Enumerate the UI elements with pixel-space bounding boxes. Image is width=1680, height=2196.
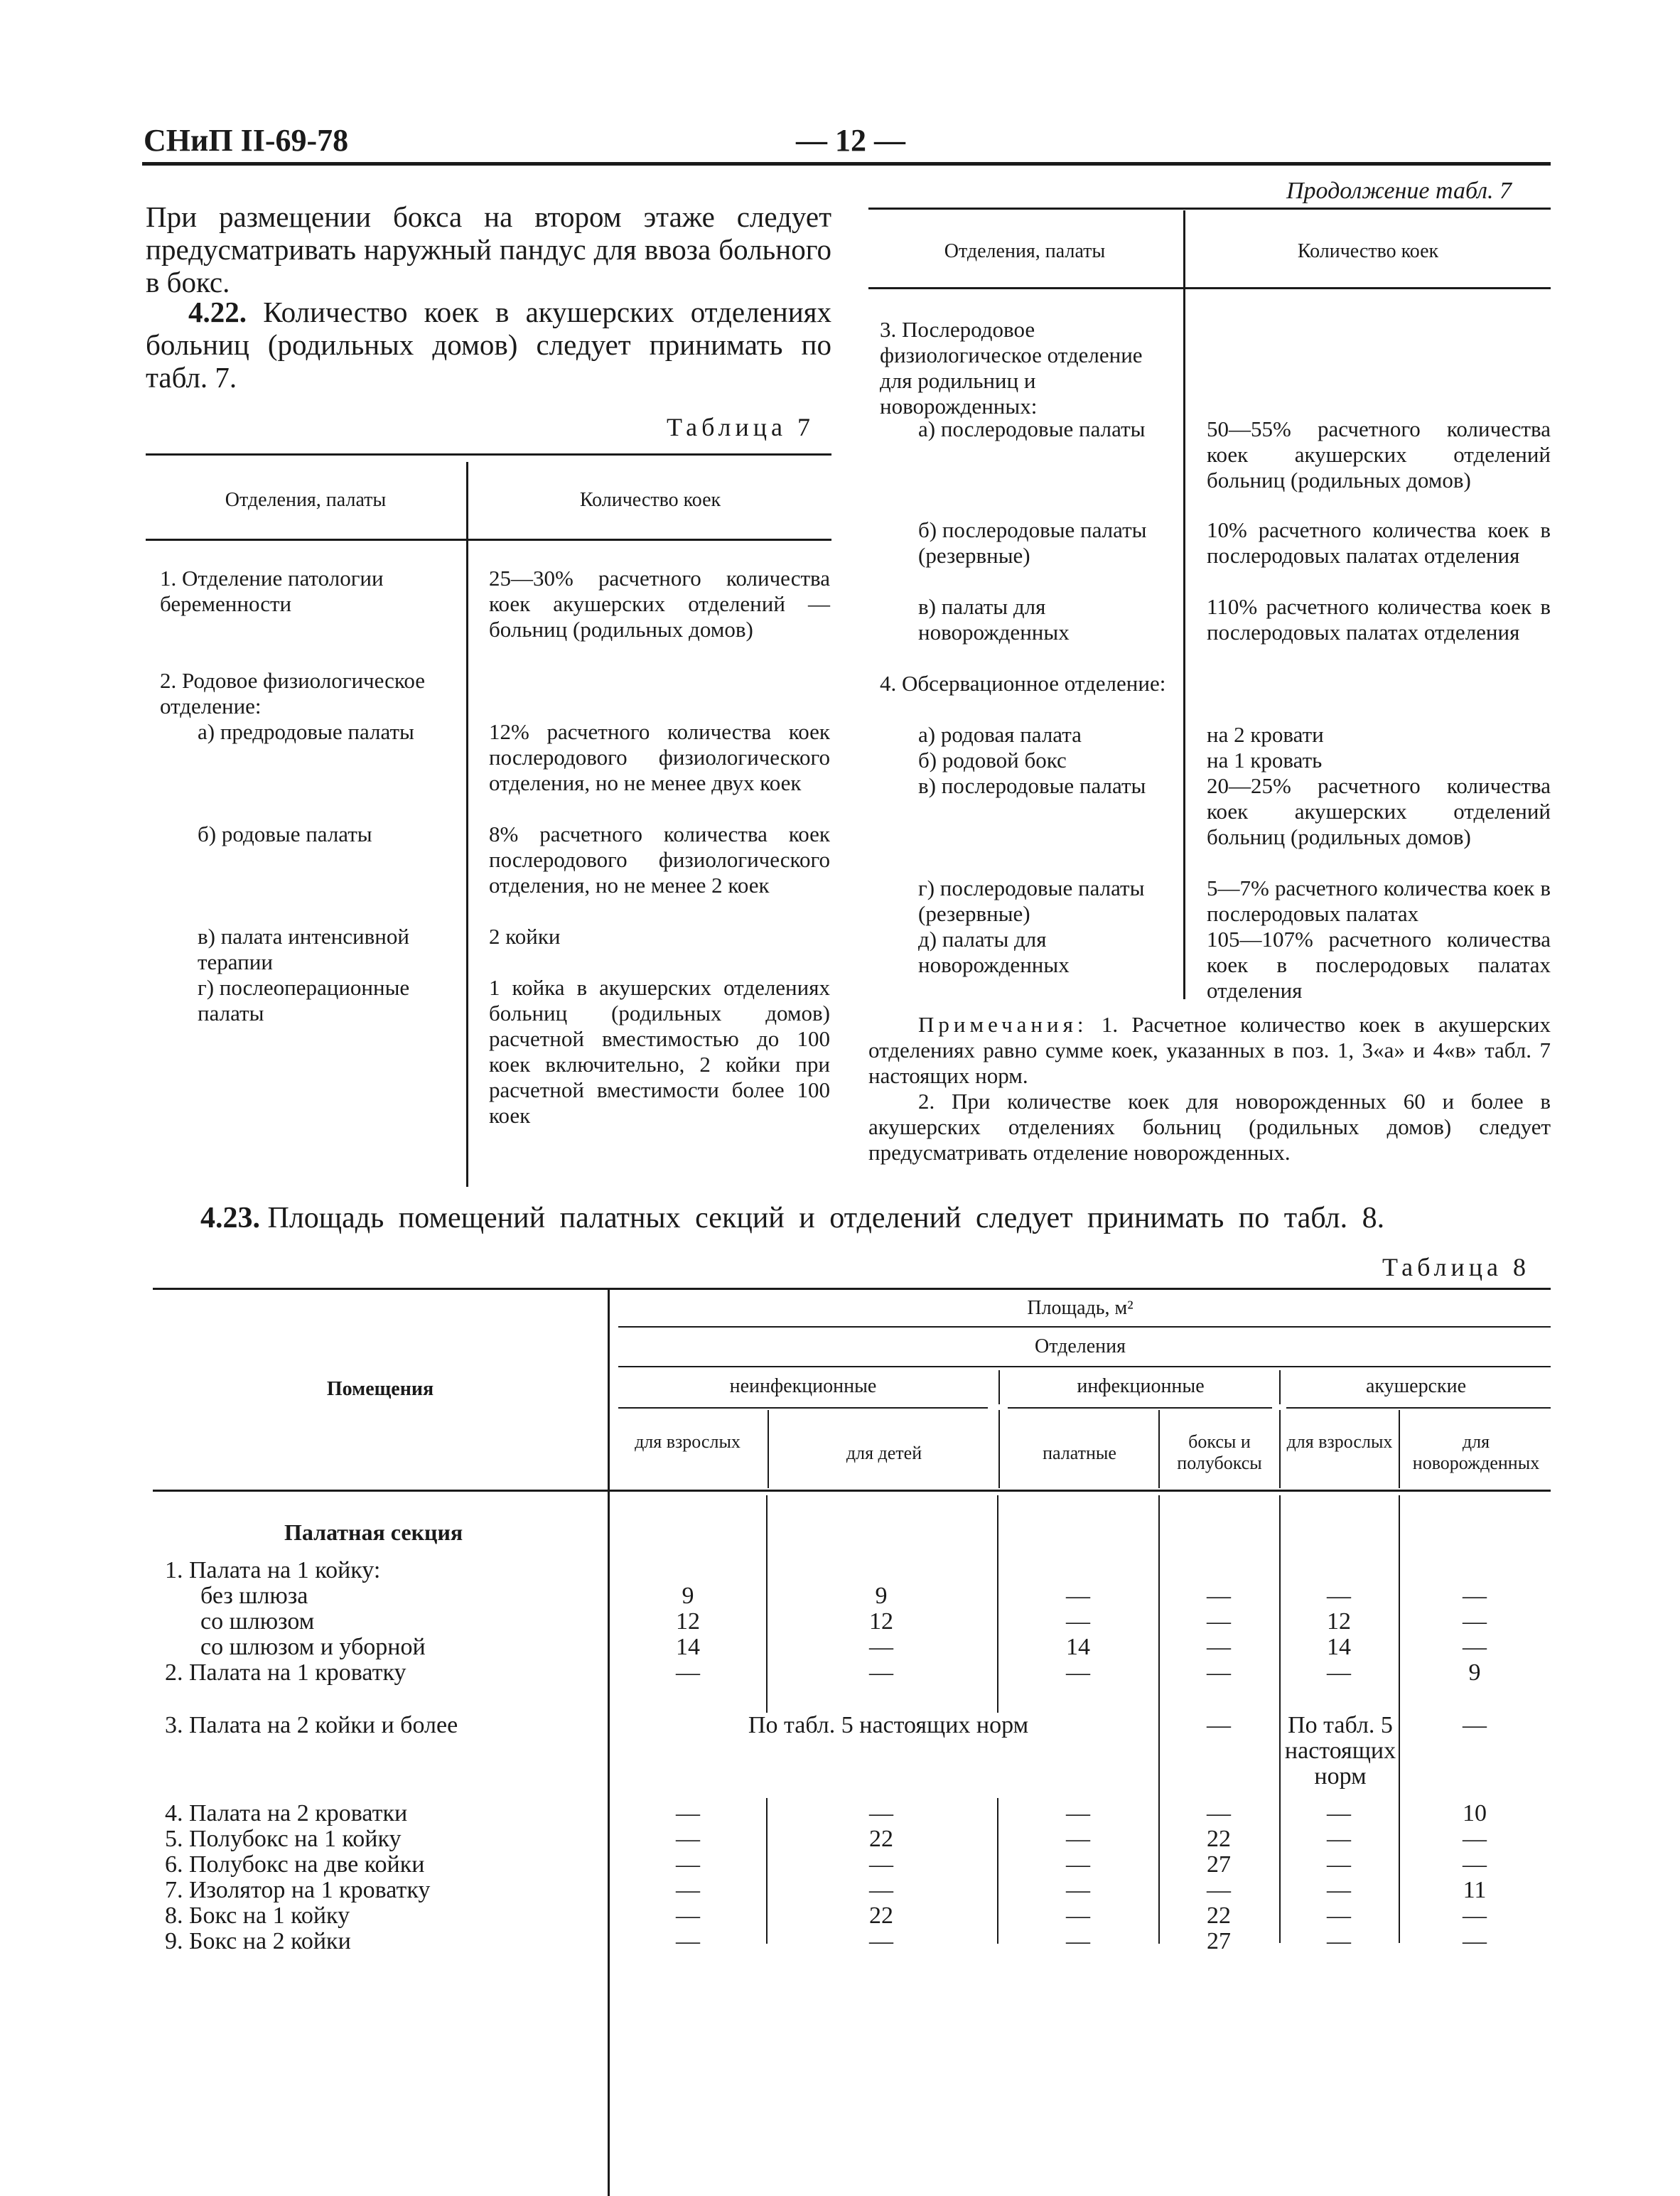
table8-cell: — (1207, 1608, 1231, 1635)
table8-cell: — (1327, 1826, 1351, 1852)
table8-cell: — (676, 1659, 700, 1686)
table8-row-name: со шлюзом (200, 1608, 315, 1635)
table7-top-rule (146, 453, 831, 456)
intro-paragraph-1: При размещении бокса на втором этаже следует предусматривать наружный пандус для ввоза больного в бокс. (146, 200, 831, 298)
table8-header-adult: для взрослых (635, 1431, 741, 1452)
table8-cell: — (869, 1851, 893, 1878)
section-4-23 (200, 1201, 1384, 1235)
table8-cell: 14 (1066, 1634, 1090, 1660)
table8-cell: — (1066, 1851, 1090, 1878)
table7-row-value: 50—55% расчетного количества коек акушерских отделений больниц (родильных домов) (1207, 416, 1551, 493)
table8-rule (1158, 1495, 1160, 1713)
table8-cell: — (1327, 1902, 1351, 1929)
table8-rule (1399, 1410, 1400, 1488)
table8-cell: — (1463, 1928, 1487, 1954)
table8-cell: 14 (676, 1634, 700, 1660)
table8-cell: 22 (1207, 1826, 1231, 1852)
table8-rule (1279, 1836, 1281, 1943)
table8-cell: — (1066, 1800, 1090, 1826)
table7c-col2-header: Количество коек (1297, 240, 1439, 262)
table8-rule (1158, 1410, 1160, 1488)
table8-header-obst: акушерские (1365, 1375, 1467, 1397)
table7-row-value: 8% расчетного количества коек послеродового физиологического отделения, но не менее 2 коек (489, 822, 830, 898)
table8-cell: — (676, 1902, 700, 1929)
table7-row-value: 105—107% расчетного количества коек в послеродовых палатах отделения (1207, 927, 1551, 1003)
table7-note-2: 2. При количестве коек для новорожденных 60 и более в акушерских отделениях больниц (родильных домов) следует предусматривать отделение новорожденных. (868, 1089, 1551, 1165)
table8-cell: — (676, 1826, 700, 1852)
table8-cell: 9 (875, 1583, 888, 1609)
table8-rule (618, 1366, 1551, 1367)
table8-cell: — (869, 1800, 893, 1826)
table8-rule (1286, 1407, 1551, 1409)
table7-row-value: 10% расчетного количества коек в послеродовых палатах отделения (1207, 517, 1551, 568)
table8-header-ward: палатные (1043, 1443, 1116, 1463)
table8-cell: — (1066, 1583, 1090, 1609)
table7c-divider (1183, 210, 1185, 999)
table7-row-name: г) послеродовые палаты (резервные) (918, 876, 1145, 926)
table8-top-rule (153, 1288, 1551, 1290)
table8-cell: — (869, 1928, 893, 1954)
table8-cell: — (869, 1634, 893, 1660)
table8-header-newborn: для новорожденных (1412, 1431, 1540, 1473)
table8-rule (768, 1410, 769, 1488)
table8-cell: — (1327, 1583, 1351, 1609)
table7-note-1 (868, 1012, 1551, 1089)
table8-header-dept: Отделения (1034, 1335, 1126, 1357)
table7-row-name: в) палаты для новорожденных (918, 594, 1070, 645)
table7-caption: Таблица 7 (667, 413, 814, 441)
table8-rule (998, 1370, 1000, 1404)
table7-row-name: 1. Отделение патологии беременности (160, 566, 384, 616)
table8-cell: — (676, 1877, 700, 1903)
table8-cell: 22 (869, 1826, 893, 1852)
table8-cell: — (1066, 1902, 1090, 1929)
table8-rule (618, 1407, 988, 1409)
table8-row-name: 2. Палата на 1 кроватку (165, 1659, 406, 1686)
table8-row-name: 3. Палата на 2 койки и более (165, 1712, 458, 1738)
table7c-top-rule (868, 208, 1551, 210)
table7-row-name: в) послеродовые палаты (918, 773, 1146, 798)
table8-cell: — (1327, 1851, 1351, 1878)
table8-rule (1158, 1713, 1160, 1944)
table8-rule (997, 1495, 998, 1713)
table7-row-name: 4. Обсервационное отделение: (880, 671, 1166, 696)
table8-span-cell: По табл. 5 настоящих норм (618, 1713, 1158, 1738)
table8-cell: — (1463, 1608, 1487, 1635)
table7-row-name: б) родовые палаты (198, 822, 372, 846)
table8-cell: — (1463, 1712, 1487, 1738)
table8-row-name: без шлюза (200, 1583, 308, 1609)
table7-row-name: а) послеродовые палаты (918, 416, 1146, 441)
table7-row-value: 12% расчетного количества коек послеродового физиологического отделения, но не менее двух коек (489, 719, 830, 795)
table8-span-cell: По табл. 5 настоящих норм (1284, 1712, 1396, 1789)
table8-cell: — (1207, 1583, 1231, 1609)
table8-cell: — (1066, 1608, 1090, 1635)
table8-rule (1279, 1495, 1281, 1836)
section-number: 4.22. (188, 296, 247, 328)
table8-cell: 27 (1207, 1851, 1231, 1878)
page-number: — 12 — (796, 123, 905, 158)
header-rule (142, 162, 1551, 166)
table7-row-value: 110% расчетного количества коек в послеродовых палатах отделения (1207, 594, 1551, 645)
table7-row-name: б) родовой бокс (918, 748, 1067, 773)
table7-continuation: Продолжение табл. 7 (1286, 178, 1512, 204)
table8-header-adult2: для взрослых (1286, 1431, 1393, 1452)
table8-cell: — (1463, 1851, 1487, 1878)
table8-rule (997, 1798, 998, 1944)
table8-row-name: со шлюзом и уборной (200, 1634, 426, 1660)
table8-cell: — (1327, 1659, 1351, 1686)
table8-rule (608, 1290, 610, 2196)
table7c-col1-header: Отделения, палаты (944, 240, 1106, 262)
table8-cell: — (1463, 1826, 1487, 1852)
table8-cell: 22 (869, 1902, 893, 1929)
table8-cell: — (1327, 1928, 1351, 1954)
table8-row-name: 4. Палата на 2 кроватки (165, 1800, 408, 1826)
note-1-text: 1. Расчетное количество коек в акушерских отделениях равно сумме коек, указанных в поз. 1, 3«а» и 4«в» табл. 7 настоящих норм. (868, 1012, 1551, 1088)
table8-cell: — (1463, 1902, 1487, 1929)
table7-row-name: 2. Родовое физиологическое отделение: (160, 668, 426, 718)
table8-row-name: 1. Палата на 1 койку: (165, 1557, 381, 1583)
table7-row-value: 1 койка в акушерских отделениях больниц (родильных домов) расчетной вместимостью до 100 коек включительно, 2 койки при расчетной вместимости более 100 коек (489, 975, 830, 1128)
table7-row-value: 5—7% расчетного количества коек в послеродовых палатах (1207, 876, 1551, 926)
table7-row-name: 3. Послеродовое физиологическое отделение для родильниц и новорожденных: (880, 317, 1143, 419)
table8-caption: Таблица 8 (1382, 1253, 1530, 1281)
table8-cell: — (869, 1877, 893, 1903)
table8-cell: 9 (682, 1583, 694, 1609)
table8-header-noninf: неинфекционные (729, 1375, 877, 1397)
table7-divider (466, 462, 468, 1187)
table7-col2-header: Количество коек (579, 489, 721, 511)
table8-cell: 10 (1463, 1800, 1487, 1826)
notes-label: Примечания: (918, 1012, 1088, 1037)
table7-row-name: в) палата интенсивной терапии (198, 924, 409, 974)
table8-cell: — (1066, 1877, 1090, 1903)
table8-cell: — (1066, 1826, 1090, 1852)
table8-cell: — (1207, 1634, 1231, 1660)
section-number: 4.23. (200, 1202, 260, 1234)
table8-header-child: для детей (846, 1443, 922, 1463)
section-text: Площадь помещений палатных секций и отделений следует принимать по табл. 8. (267, 1202, 1385, 1234)
table8-section-title: Палатная секция (284, 1519, 463, 1545)
table8-row-name: 6. Полубокс на две койки (165, 1851, 425, 1878)
table8-row-name: 9. Бокс на 2 койки (165, 1928, 351, 1954)
table8-cell: — (1463, 1634, 1487, 1660)
table8-rule (766, 1798, 768, 1944)
table8-cell: — (1066, 1659, 1090, 1686)
table8-cell: 9 (1468, 1659, 1481, 1686)
table8-rule (1279, 1410, 1281, 1488)
table8-rule (766, 1495, 768, 1713)
table8-header-inf: инфекционные (1077, 1375, 1205, 1397)
table8-cell: — (1207, 1800, 1231, 1826)
table8-cell: — (1207, 1712, 1231, 1738)
table8-cell: 14 (1327, 1634, 1351, 1660)
table8-header-area: Площадь, м² (1027, 1297, 1134, 1319)
table8-rule (1008, 1407, 1272, 1409)
table8-cell: 11 (1463, 1877, 1487, 1903)
table8-row-name: 8. Бокс на 1 койку (165, 1902, 350, 1929)
table7-header-rule (146, 539, 831, 541)
table8-cell: — (1327, 1800, 1351, 1826)
table8-rule (998, 1410, 1000, 1488)
table7-row-name: д) палаты для новорожденных (918, 927, 1070, 977)
table8-rule (618, 1326, 1551, 1328)
table8-cell: 12 (869, 1608, 893, 1635)
table8-cell: — (1207, 1877, 1231, 1903)
table7-row-name: г) послеоперационные палаты (198, 975, 410, 1026)
table8-cell: — (676, 1928, 700, 1954)
table8-cell: 27 (1207, 1928, 1231, 1954)
table8-cell: — (676, 1851, 700, 1878)
table7c-header-rule (868, 287, 1551, 289)
table8-cell: — (1463, 1583, 1487, 1609)
table8-cell: 22 (1207, 1902, 1231, 1929)
table8-rule (1399, 1495, 1400, 1836)
table8-cell: 12 (676, 1608, 700, 1635)
table8-cell: — (1207, 1659, 1231, 1686)
table8-row-name: 5. Полубокс на 1 койку (165, 1826, 402, 1852)
table8-cell: — (1066, 1928, 1090, 1954)
table8-cell: — (676, 1800, 700, 1826)
intro-paragraph-2 (146, 296, 831, 394)
table8-header-rule (153, 1490, 1551, 1492)
table8-rule (1399, 1836, 1400, 1943)
table8-cell: 12 (1327, 1608, 1351, 1635)
table7-row-name: а) родовая палата (918, 722, 1082, 747)
table8-header-rooms: Помещения (326, 1378, 434, 1400)
table7-row-value: 25—30% расчетного количества коек акушерских отделений — больниц (родильных домов) (489, 566, 830, 642)
table7-col1-header: Отделения, палаты (225, 489, 387, 511)
table7-row-value: 2 койки (489, 924, 561, 949)
table7-row-name: б) послеродовые палаты (резервные) (918, 517, 1147, 568)
table8-rule (1279, 1370, 1281, 1404)
table7-row-value: на 1 кровать (1207, 748, 1323, 773)
table8-cell: — (1327, 1877, 1351, 1903)
table7-row-value: на 2 кровати (1207, 722, 1324, 747)
table8-cell: — (869, 1659, 893, 1686)
table7-row-value: 20—25% расчетного количества коек акушерских отделений больниц (родильных домов) (1207, 773, 1551, 849)
document-code: СНиП II-69-78 (144, 123, 349, 158)
table7-row-name: а) предродовые палаты (198, 719, 414, 744)
table8-row-name: 7. Изолятор на 1 кроватку (165, 1877, 431, 1903)
section-text: Количество коек в акушерских отделениях больниц (родильных домов) следует принимать по табл. 7. (146, 296, 831, 394)
table8-header-box: боксы и полубоксы (1177, 1431, 1262, 1473)
